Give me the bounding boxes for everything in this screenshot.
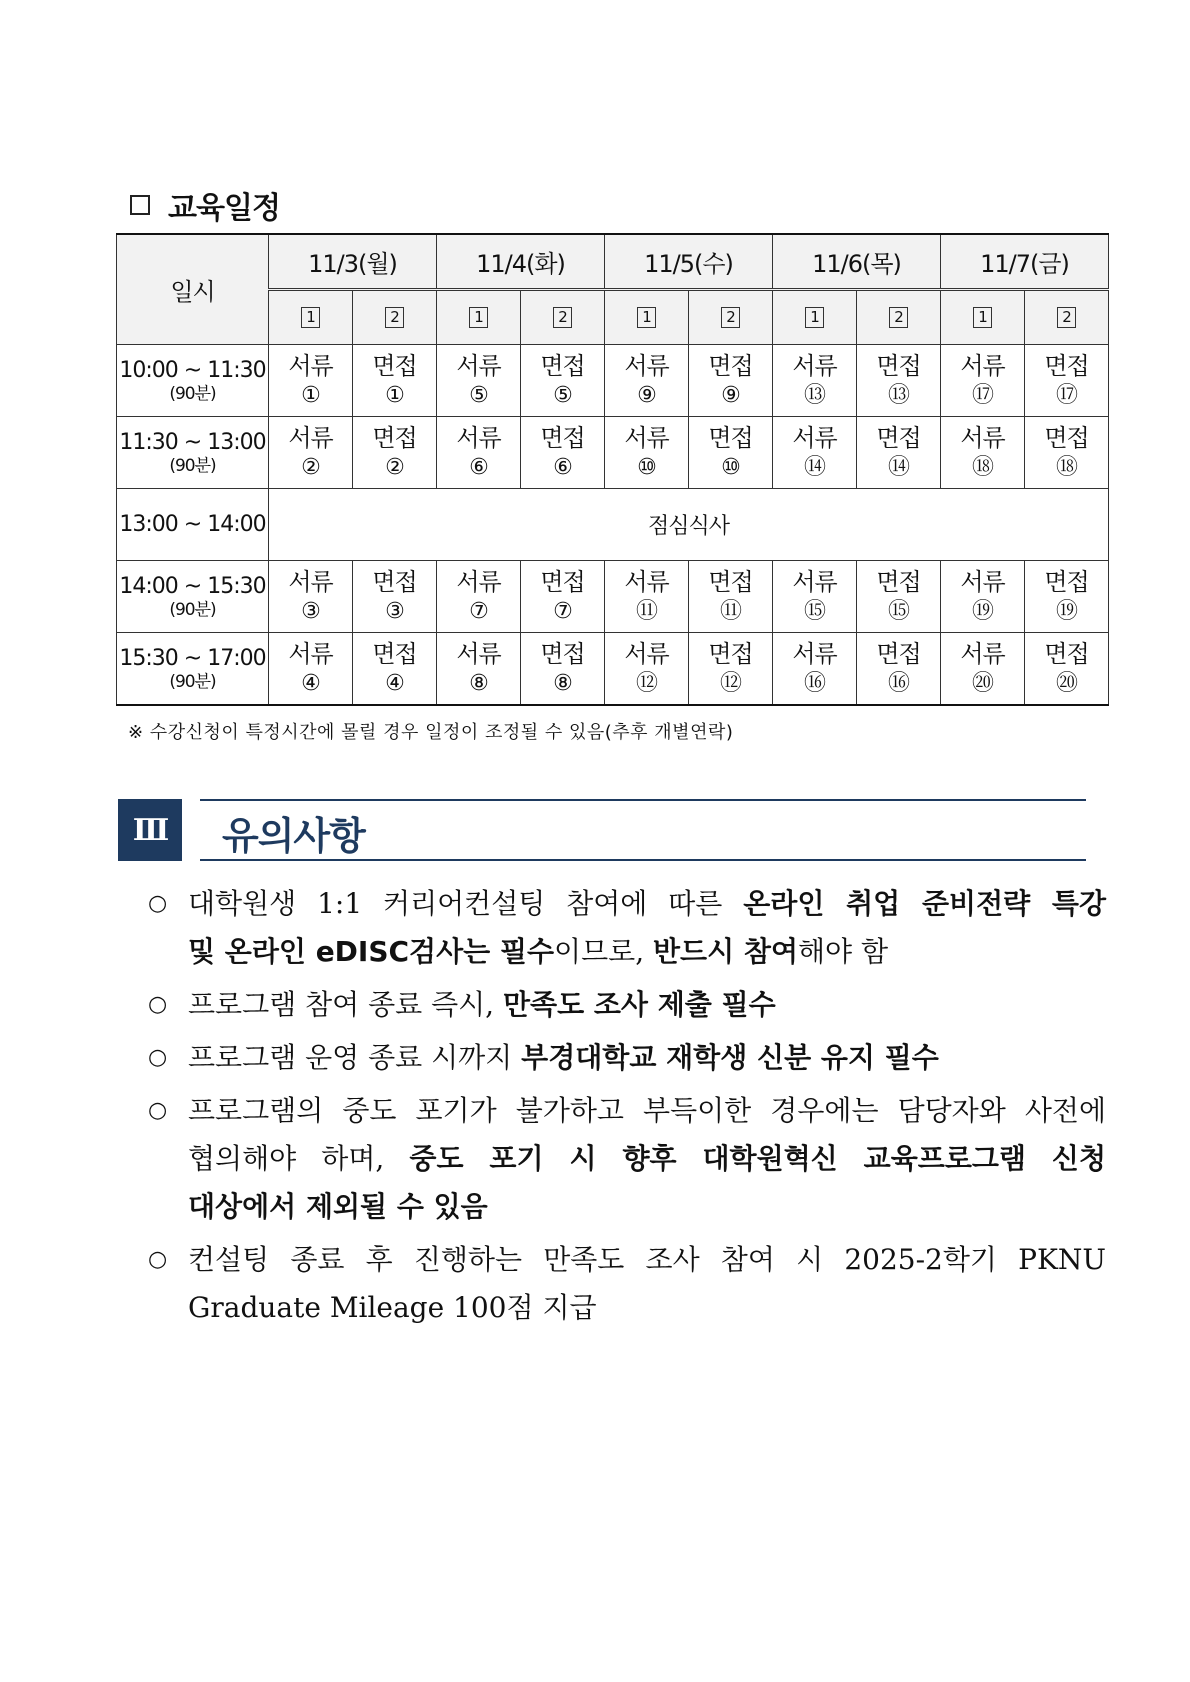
session-cell (605, 561, 689, 633)
session-number: ① (385, 382, 404, 408)
group-cell (353, 290, 437, 345)
group-cell (269, 290, 353, 345)
session-cell (353, 561, 437, 633)
session-number: ⑬ (803, 382, 825, 408)
session-number: ⑲ (1055, 598, 1077, 624)
session-type: 면접 (372, 567, 417, 596)
session-type: 면접 (540, 639, 585, 668)
session-cell (857, 345, 941, 417)
time-row (117, 489, 1109, 561)
session-number: ⑱ (1055, 454, 1077, 480)
session-type: 서류 (288, 351, 333, 380)
emphasis-text: 반드시 참여 (653, 935, 798, 968)
date-header: 11/6(목) (773, 234, 941, 290)
section-header-notes (118, 799, 1086, 861)
session-type: 서류 (960, 351, 1005, 380)
session-cell (941, 633, 1025, 706)
session-cell (857, 633, 941, 706)
session-type: 서류 (288, 567, 333, 596)
emphasis-text: 중도 포기 시 향후 대학원혁신 교육프로그램 신청 (409, 1142, 1107, 1175)
time-row (117, 345, 1109, 417)
duration: (90분) (169, 671, 216, 692)
list-item (148, 1034, 1106, 1082)
time-range: 13:00 ~ 14:00 (119, 511, 266, 537)
session-number: ⑧ (469, 670, 488, 696)
emphasis-text: 부경대학교 재학생 신분 유지 필수 (521, 1041, 939, 1074)
session-number: ⑫ (719, 670, 741, 696)
time-range: 11:30 ~ 13:00 (119, 429, 266, 455)
item-text: 대학원생 1:1 커리어컨설팅 참여에 따른 (188, 887, 744, 920)
session-cell (521, 417, 605, 489)
session-type: 서류 (960, 423, 1005, 452)
session-type: 서류 (792, 423, 837, 452)
session-type: 서류 (960, 639, 1005, 668)
item-line (188, 1284, 1106, 1332)
session-number: ⑭ (803, 454, 825, 480)
session-number: ⑩ (637, 454, 656, 480)
session-number: ⑥ (469, 454, 488, 480)
item-text: 이므로, (554, 935, 653, 968)
emphasis-text: 만족도 조사 제출 필수 (502, 988, 776, 1021)
session-number: ⑨ (721, 382, 740, 408)
session-cell (773, 633, 857, 706)
item-line (188, 1034, 1106, 1082)
date-header: 11/4(화) (437, 234, 605, 290)
emphasis-text: 및 온라인 eDISC검사는 필수 (188, 935, 555, 968)
session-number: ⑰ (971, 382, 993, 408)
time-cell (117, 561, 269, 633)
session-number: ⑦ (469, 598, 488, 624)
section-title: 유의사항 (222, 814, 365, 858)
session-type: 서류 (456, 423, 501, 452)
session-number: ⑨ (637, 382, 656, 408)
item-text: 프로그램 참여 종료 즉시, (188, 988, 503, 1021)
session-number: ⑳ (1055, 670, 1077, 696)
session-number: ⑮ (803, 598, 825, 624)
emphasis-text: 대상에서 제외될 수 있음 (188, 1190, 488, 1223)
item-line (188, 1236, 1106, 1284)
item-text: 프로그램의 중도 포기가 불가하고 부득이한 경우에는 담당자와 사전에 (188, 1094, 1106, 1127)
session-type: 면접 (1044, 423, 1089, 452)
group-number: 2 (1057, 307, 1076, 328)
group-cell (437, 290, 521, 345)
session-number: ⑥ (553, 454, 572, 480)
session-number: ② (385, 454, 404, 480)
session-type: 서류 (624, 351, 669, 380)
session-number: ⑯ (803, 670, 825, 696)
session-number: ⑪ (719, 598, 741, 624)
session-cell (857, 561, 941, 633)
session-type: 면접 (708, 423, 753, 452)
session-number: ⑳ (971, 670, 993, 696)
group-cell (521, 290, 605, 345)
group-cell (689, 290, 773, 345)
date-header: 11/7(금) (941, 234, 1109, 290)
item-text: Graduate Mileage 100점 지급 (188, 1291, 597, 1324)
session-cell (1025, 561, 1109, 633)
session-type: 면접 (876, 351, 921, 380)
session-type: 면접 (540, 351, 585, 380)
session-type: 서류 (456, 351, 501, 380)
corner-label: 일시 (117, 234, 269, 345)
session-cell (437, 561, 521, 633)
session-cell (521, 561, 605, 633)
item-line (188, 1135, 1106, 1183)
group-number: 2 (385, 307, 404, 328)
session-cell (269, 345, 353, 417)
bullet-circle-icon: ○ (148, 891, 168, 916)
session-number: ⑮ (887, 598, 909, 624)
list-item (148, 981, 1106, 1029)
bullet-circle-icon: ○ (148, 1045, 168, 1070)
section-number: Ⅲ (118, 799, 182, 861)
header-row (117, 234, 1109, 290)
section-heading-schedule (130, 183, 280, 227)
session-cell (353, 633, 437, 706)
session-type: 면접 (876, 567, 921, 596)
time-range: 10:00 ~ 11:30 (119, 357, 266, 383)
session-cell (1025, 417, 1109, 489)
time-cell (117, 633, 269, 706)
group-number: 2 (889, 307, 908, 328)
session-number: ⑪ (635, 598, 657, 624)
session-type: 서류 (624, 423, 669, 452)
session-cell (773, 561, 857, 633)
session-cell (1025, 633, 1109, 706)
group-number: 2 (721, 307, 740, 328)
session-cell (269, 561, 353, 633)
item-text: 컨설팅 종료 후 진행하는 만족도 조사 참여 시 2025-2학기 PKNU (188, 1243, 1106, 1276)
group-number: 1 (805, 307, 824, 328)
session-number: ② (301, 454, 320, 480)
time-cell (117, 489, 269, 561)
session-number: ⑤ (469, 382, 488, 408)
session-number: ⑬ (887, 382, 909, 408)
session-type: 면접 (540, 423, 585, 452)
item-line (188, 928, 1106, 976)
session-cell (353, 417, 437, 489)
bullet-circle-icon: ○ (148, 1098, 168, 1123)
session-type: 서류 (960, 567, 1005, 596)
session-cell (521, 345, 605, 417)
session-type: 서류 (456, 639, 501, 668)
time-row (117, 633, 1109, 706)
session-number: ⑧ (553, 670, 572, 696)
group-number: 1 (469, 307, 488, 328)
session-cell (941, 561, 1025, 633)
session-number: ⑭ (887, 454, 909, 480)
group-cell (605, 290, 689, 345)
session-type: 면접 (708, 567, 753, 596)
item-text: 프로그램 운영 종료 시까지 (188, 1041, 522, 1074)
session-type: 서류 (624, 567, 669, 596)
session-cell (689, 633, 773, 706)
bullet-circle-icon: ○ (148, 1247, 168, 1272)
session-number: ⑤ (553, 382, 572, 408)
session-type: 면접 (876, 423, 921, 452)
session-number: ③ (301, 598, 320, 624)
session-number: ④ (301, 670, 320, 696)
session-cell (605, 417, 689, 489)
session-type: 면접 (372, 639, 417, 668)
session-cell (773, 345, 857, 417)
notes-list (148, 880, 1106, 1337)
item-line (188, 1087, 1106, 1135)
session-number: ⑰ (1055, 382, 1077, 408)
group-number: 1 (973, 307, 992, 328)
list-item (148, 1087, 1106, 1231)
emphasis-text: 온라인 취업 준비전략 특강 (743, 887, 1106, 920)
session-type: 면접 (1044, 567, 1089, 596)
section-title: 교육일정 (168, 191, 280, 226)
session-type: 서류 (792, 639, 837, 668)
session-type: 면접 (708, 639, 753, 668)
session-cell (269, 417, 353, 489)
item-line (188, 1183, 1106, 1231)
time-range: 15:30 ~ 17:00 (119, 645, 266, 671)
group-cell (941, 290, 1025, 345)
time-cell (117, 345, 269, 417)
time-range: 14:00 ~ 15:30 (119, 573, 266, 599)
session-type: 면접 (1044, 351, 1089, 380)
group-cell (857, 290, 941, 345)
session-type: 면접 (1044, 639, 1089, 668)
list-item (148, 880, 1106, 976)
group-cell (773, 290, 857, 345)
session-type: 서류 (288, 639, 333, 668)
lunch-cell: 점심식사 (269, 489, 1109, 561)
session-cell (941, 417, 1025, 489)
session-cell (437, 345, 521, 417)
header-rule-top (200, 799, 1086, 801)
session-type: 면접 (708, 351, 753, 380)
session-cell (269, 633, 353, 706)
bullet-circle-icon: ○ (148, 992, 168, 1017)
session-cell (941, 345, 1025, 417)
time-row (117, 417, 1109, 489)
session-number: ③ (385, 598, 404, 624)
session-cell (437, 633, 521, 706)
session-type: 서류 (288, 423, 333, 452)
group-number: 2 (553, 307, 572, 328)
session-type: 서류 (624, 639, 669, 668)
session-cell (689, 417, 773, 489)
date-header: 11/5(수) (605, 234, 773, 290)
time-cell (117, 417, 269, 489)
item-text: 해야 함 (798, 935, 889, 968)
session-number: ④ (385, 670, 404, 696)
session-number: ⑱ (971, 454, 993, 480)
list-item (148, 1236, 1106, 1332)
session-type: 서류 (792, 567, 837, 596)
session-type: 서류 (456, 567, 501, 596)
duration: (90분) (169, 383, 216, 404)
session-cell (353, 345, 437, 417)
checkbox-square-icon (130, 195, 150, 215)
session-number: ⑦ (553, 598, 572, 624)
item-text: 협의해야 하며, (188, 1142, 410, 1175)
session-number: ⑲ (971, 598, 993, 624)
time-row (117, 561, 1109, 633)
schedule-note: ※ 수강신청이 특정시간에 몰릴 경우 일정이 조정될 수 있음(추후 개별연락) (128, 722, 734, 743)
session-cell (521, 633, 605, 706)
session-cell (773, 417, 857, 489)
session-cell (689, 345, 773, 417)
schedule-table (116, 233, 1109, 706)
session-type: 면접 (372, 351, 417, 380)
session-cell (605, 633, 689, 706)
session-type: 서류 (792, 351, 837, 380)
session-number: ⑫ (635, 670, 657, 696)
date-header: 11/3(월) (269, 234, 437, 290)
group-number: 1 (637, 307, 656, 328)
duration: (90분) (169, 455, 216, 476)
session-cell (605, 345, 689, 417)
duration: (90분) (169, 599, 216, 620)
session-type: 면접 (372, 423, 417, 452)
item-line (188, 981, 1106, 1029)
group-number: 1 (301, 307, 320, 328)
session-number: ⑯ (887, 670, 909, 696)
session-type: 면접 (876, 639, 921, 668)
session-cell (689, 561, 773, 633)
group-cell (1025, 290, 1109, 345)
item-line (188, 880, 1106, 928)
session-number: ① (301, 382, 320, 408)
session-number: ⑩ (721, 454, 740, 480)
session-cell (857, 417, 941, 489)
session-cell (1025, 345, 1109, 417)
session-cell (437, 417, 521, 489)
session-type: 면접 (540, 567, 585, 596)
